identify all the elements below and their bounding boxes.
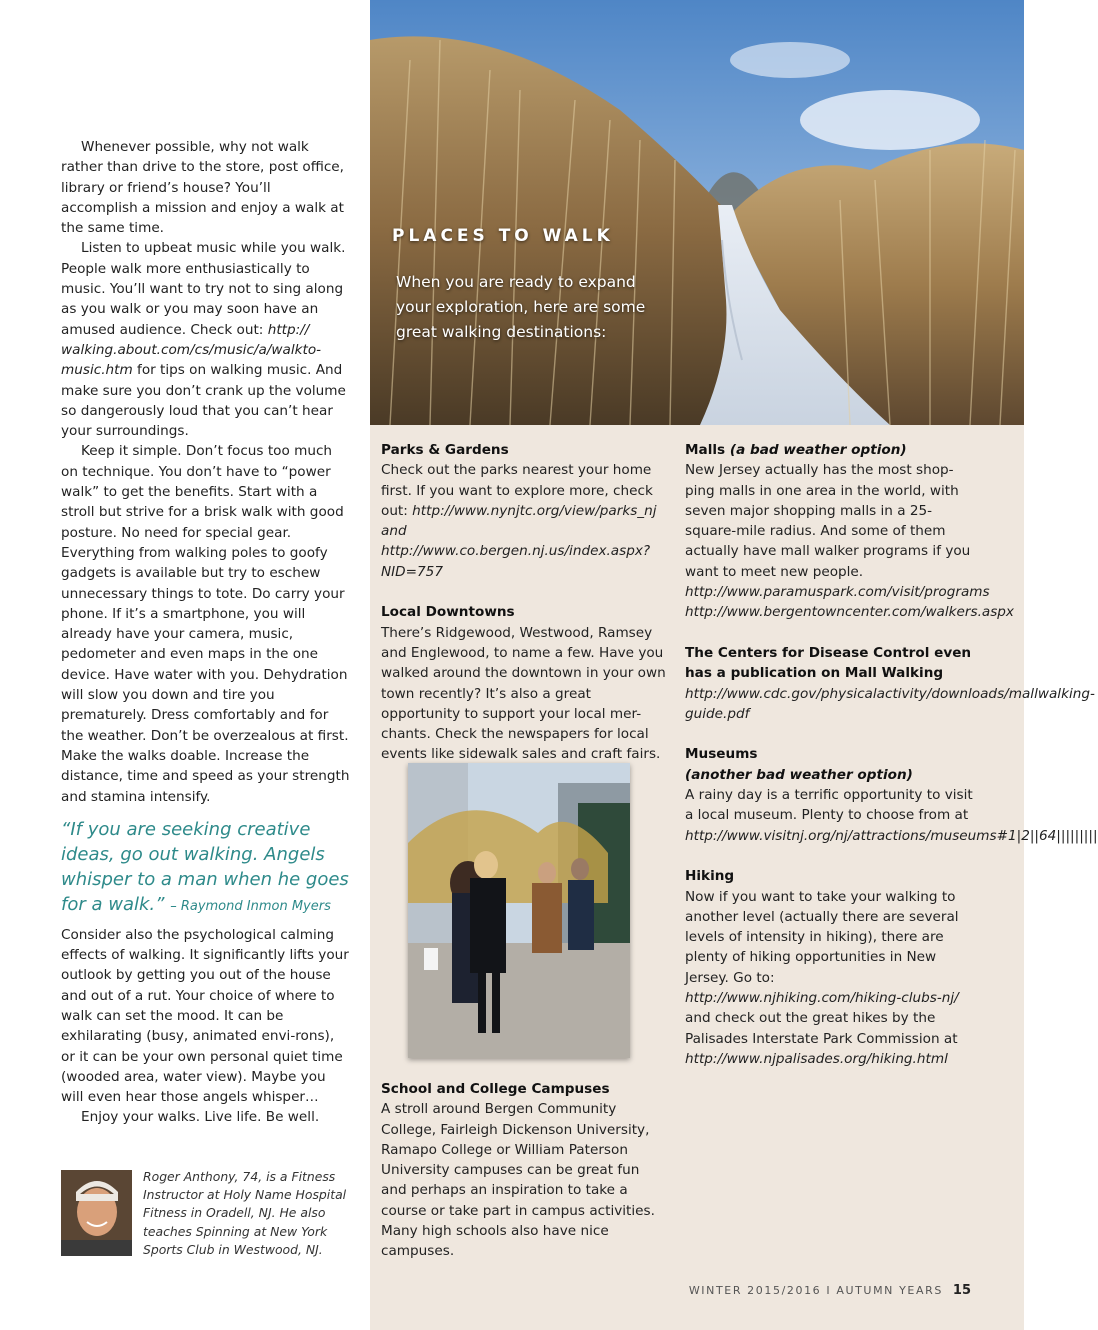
museums-text <box>685 785 1098 846</box>
malls-text: New Jersey actually has the most shop-ping malls in one area in the world, with seven major shopping malls in a 25-square-mile radius. And some of them actually have mall walker programs if you want to meet new people. <box>685 462 971 580</box>
cdc-heading: The Centers for Disease Control even has a publication on Mall Walking <box>685 644 972 682</box>
hero-photo <box>370 0 1024 425</box>
pull-quote <box>61 817 351 919</box>
malls-heading <box>685 440 975 460</box>
author-photo <box>61 1170 132 1256</box>
music-text: Listen to upbeat music while you walk. People walk more enthusiastically to music. You’ll want to try not to sing along as you walk or you may soon have an amused audience. Check out: <box>61 240 346 338</box>
hiking-mid: and check out the great hikes by the Palisades Interstate Park Commission at <box>685 1010 958 1047</box>
parks-text <box>381 460 666 582</box>
malls-url-paramus[interactable]: http://www.paramuspark.com/visit/programs <box>685 584 990 601</box>
paragraph-closing: Enjoy your walks. Live life. Be well. <box>81 1109 320 1126</box>
paragraph-walk-errands: Whenever possible, why not walk rather than drive to the store, post office, library or friend’s house? You’ll accomplish a mission and enjoy a walk at the same time. <box>61 139 344 237</box>
hiking-url-palisades[interactable]: http://www.njpalisades.org/hiking.html <box>685 1050 948 1067</box>
quote-text: “If you are seeking creative ideas, go out walking. Angels whisper to a man when he goes for a walk.” <box>61 818 349 915</box>
hiking-heading: Hiking <box>685 868 735 885</box>
author-portrait <box>61 1170 132 1256</box>
campus-text: A stroll around Bergen Community College, Fairleigh Dickenson University, Ramapo College or William Paterson University campuses can be great fun and perhaps an inspiration to take a course or take part in campus activities. Many high schools also have nice campuses. <box>381 1101 655 1260</box>
downtowns-heading: Local Downtowns <box>381 604 515 621</box>
paragraph-music <box>61 238 351 441</box>
malls-url-bergen[interactable]: http://www.bergentowncenter.com/walkers.aspx <box>685 604 1014 621</box>
right-column <box>685 440 1098 1069</box>
author-bio <box>61 1168 361 1258</box>
music-text-end: for tips on walking music. And make sure you don’t crank up the volume so dangerously loud that you can’t hear your surroundings. <box>61 362 346 440</box>
museums-body: A rainy day is a terrific opportunity to visit a local museum. Plenty to choose from at <box>685 787 973 824</box>
quote-attribution: – Raymond Inmon Myers <box>170 898 331 914</box>
museums-note <box>685 765 975 785</box>
malls-heading-note: (a bad weather option) <box>729 442 907 458</box>
campus-photo <box>408 763 630 1058</box>
music-url-prefix[interactable]: http:// <box>267 321 310 338</box>
section-title: PLACES TO WALK <box>392 226 614 246</box>
author-bio-text: Roger Anthony, 74, is a Fitness Instructor at Holy Name Hospital Fitness in Oradell, NJ. He also teaches Spinning at New York Sports Club in Westwood, NJ. <box>143 1169 347 1257</box>
page-number: 15 <box>952 1283 971 1298</box>
section-intro: When you are ready to expand your exploration, here are some great walking destinations: <box>396 273 646 341</box>
hiking-text <box>685 887 975 1070</box>
museums-heading: Museums <box>685 746 758 763</box>
page-footer <box>689 1283 971 1298</box>
parks-heading: Parks & Gardens <box>381 442 509 458</box>
left-column <box>61 137 351 1128</box>
paragraph-keep-simple: Keep it simple. Don’t focus too much on technique. You don’t have to “power walk” to get the benefits. Start with a stroll but strive for a brisk walk with good posture. No need for special gear. Everything from walking poles to goofy gadgets is available but try to eschew unnecessary things to tote. Do carry your phone. If it’s a smartphone, you will already have your camera, music, pedometer and even maps in the one device. Have water with you. Dehydration will slow you down and tire you prematurely. Dress comfortably and for the weather. Don’t be overzealous at first. Make the walks doable. Increase the distance, time and speed as your strength and stamina intensify. <box>61 443 350 805</box>
museums-url[interactable]: http://www.visitnj.org/nj/attractions/museums#1|2||64||||||||| <box>685 827 1098 844</box>
hiking-body: Now if you want to take your walking to another level (actually there are several levels of intensity in hiking), there are plenty of hiking opportunities in New Jersey. Go to: <box>685 888 959 986</box>
music-url[interactable]: walking.about.com/cs/music/a/walkto-music.htm <box>61 341 322 379</box>
issue-label: WINTER 2015/2016 I AUTUMN YEARS <box>688 1284 943 1297</box>
marsh-path-illustration <box>370 0 1024 425</box>
campus-walkers-illustration <box>408 763 630 1058</box>
cdc-url[interactable]: http://www.cdc.gov/physicalactivity/downloads/mallwalking-guide.pdf <box>685 685 1095 722</box>
hiking-url-njhiking[interactable]: http://www.njhiking.com/hiking-clubs-nj/ <box>685 990 959 1007</box>
malls-heading-label: Malls <box>685 442 726 458</box>
parks-urls[interactable]: http://www.nynjtc.org/view/parks_nj and http://www.co.bergen.nj.us/index.aspx?NID=757 <box>381 502 657 580</box>
parks-body: Check out the parks nearest your home first. If you want to explore more, check out: <box>381 462 653 519</box>
campus-heading: School and College Campuses <box>381 1081 610 1097</box>
museums-note-text: (another bad weather option) <box>685 766 913 783</box>
campus-section <box>381 1079 666 1262</box>
middle-column <box>381 440 666 765</box>
paragraph-psychology: Consider also the psychological calming effects of walking. It significantly lifts your outlook by getting you out of the house and out of a rut. Your choice of where to walk can set the mood. It can be exhilarating (busy, animated envi-rons), or it can be your own personal quiet time (wooded area, water view). Maybe you will even hear those angels whisper… <box>61 926 349 1106</box>
downtowns-text: There’s Ridgewood, Westwood, Ramsey and Englewood, to name a few. Have you walked around the downtown in your own town recently? It’s also a great opportunity to support your local mer-chants. Check the newspapers for local events like sidewalk sales and craft fairs. <box>381 624 666 763</box>
